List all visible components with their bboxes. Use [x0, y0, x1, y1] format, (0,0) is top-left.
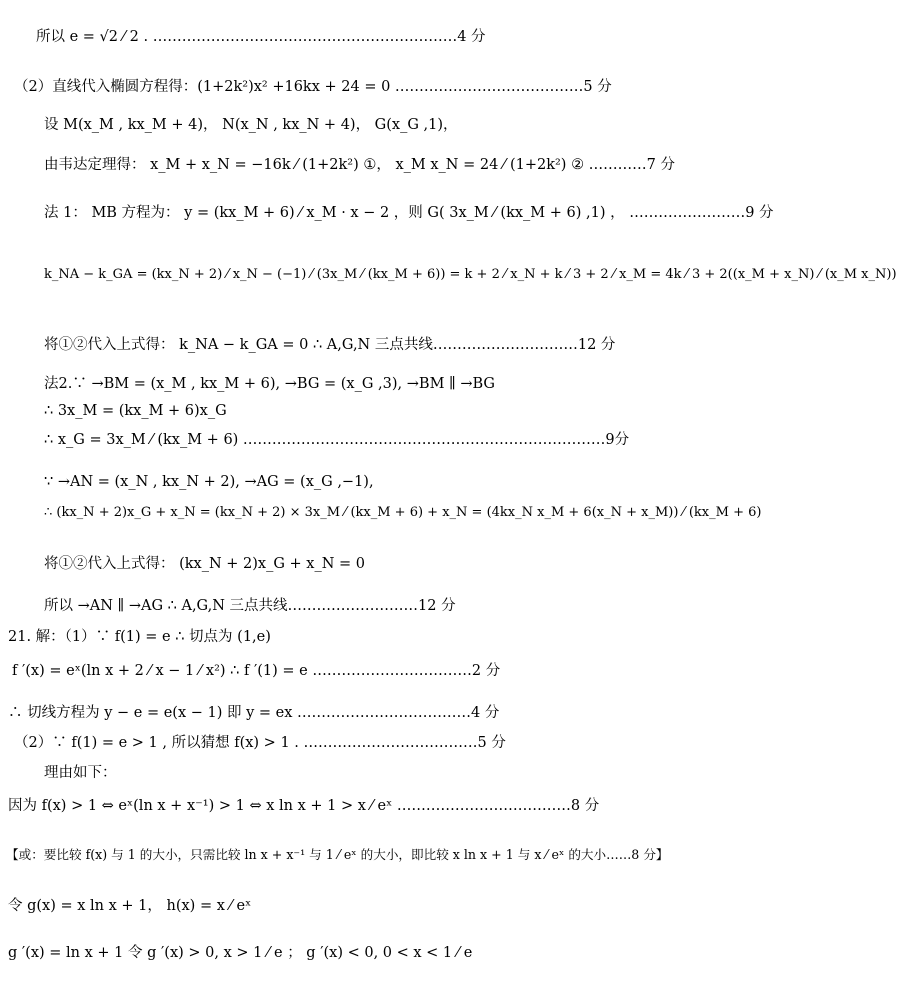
line-method2-vectors: 法2.∵ →BM = (x_M , kx_M + 6), →BG = (x_G ,3), →BM ∥ →BG [44, 376, 495, 392]
line-method1-mb: 法 1： MB 方程为： y = (kx_M + 6) ⁄ x_M · x − 2 ，则 G( 3x_M ⁄ (kx_M + 6) ,1) ， ……………………9 分 [44, 205, 774, 221]
line-q21-tangent-point: 21. 解：（1）∵ f(1) = e ∴ 切点为 (1,e) [8, 629, 271, 645]
line-method2-xg: ∴ x_G = 3x_M ⁄ (kx_M + 6) …………………………………………………………………9分 [44, 432, 630, 448]
line-q21-equivalence: 因为 f(x) > 1 ⇔ eˣ(ln x + x⁻¹) > 1 ⇔ x ln x + 1 > x ⁄ eˣ ………………………………8 分 [8, 798, 600, 814]
line-method2-conclusion: 所以 →AN ∥ →AG ∴ A,G,N 三点共线………………………12 分 [44, 598, 456, 614]
line-method2-zero: 将①②代入上式得： (kx_N + 2)x_G + x_N = 0 [44, 556, 366, 572]
line-q21-g-derivative: g ′(x) = ln x + 1 令 g ′(x) > 0, x > 1 ⁄ e ； g ′(x) < 0, 0 < x < 1 ⁄ e [8, 945, 473, 961]
line-set-points: 设 M(x_M , kx_M + 4)， N(x_N , kx_N + 4)， G(x_G ,1)， [44, 117, 458, 133]
line-method2-relation: ∴ 3x_M = (kx_M + 6)x_G [44, 403, 227, 419]
line-method1-conclusion: 将①②代入上式得： k_NA − k_GA = 0 ∴ A,G,N 三点共线…………………………12 分 [44, 337, 616, 353]
line-q21-tangent-line: ∴ 切线方程为 y − e = e(x − 1) 即 y = ex ………………………………4 分 [8, 705, 500, 721]
line-method2-expand: ∴ (kx_N + 2)x_G + x_N = (kx_N + 2) × 3x_M ⁄ (kx_M + 6) + x_N = (4kx_N x_M + 6(x_N + x_M)) ⁄ (kx_M + 6) [44, 505, 762, 520]
line-q21-define-gh: 令 g(x) = x ln x + 1， h(x) = x ⁄ eˣ [8, 898, 252, 914]
line-q21-alternative: 【或：要比较 f(x) 与 1 的大小，只需比较 ln x + x⁻¹ 与 1 ⁄ eˣ 的大小，即比较 x ln x + 1 与 x ⁄ eˣ 的大小……8 分】 [6, 847, 669, 862]
line-part2-substitute: （2）直线代入椭圆方程得：(1+2k²)x² +16kx + 24 = 0 …………………………………5 分 [14, 79, 612, 95]
line-eccentricity: 所以 e = √2 ⁄ 2 . ………………………………………………………4 分 [36, 29, 486, 45]
line-method2-an-ag: ∵ →AN = (x_N , kx_N + 2), →AG = (x_G ,−1), [44, 474, 374, 490]
line-q21-reason: 理由如下： [44, 765, 117, 781]
line-vieta: 由韦达定理得： x_M + x_N = −16k ⁄ (1+2k²) ①， x_M x_N = 24 ⁄ (1+2k²) ② …………7 分 [44, 157, 676, 173]
line-q21-guess: （2）∵ f(1) = e > 1 , 所以猜想 f(x) > 1 . ………………………………5 分 [14, 735, 506, 751]
line-slope-difference: k_NA − k_GA = (kx_N + 2) ⁄ x_N − (−1) ⁄ (3x_M ⁄ (kx_M + 6)) = k + 2 ⁄ x_N + k ⁄ 3 + 2 ⁄ x_M = 4k ⁄ 3 + 2((x_M + x_N) ⁄ (x_M x_N)) [44, 267, 897, 282]
line-q21-derivative: f ′(x) = eˣ(ln x + 2 ⁄ x − 1 ⁄ x²) ∴ f ′(1) = e ……………………………2 分 [12, 663, 501, 679]
